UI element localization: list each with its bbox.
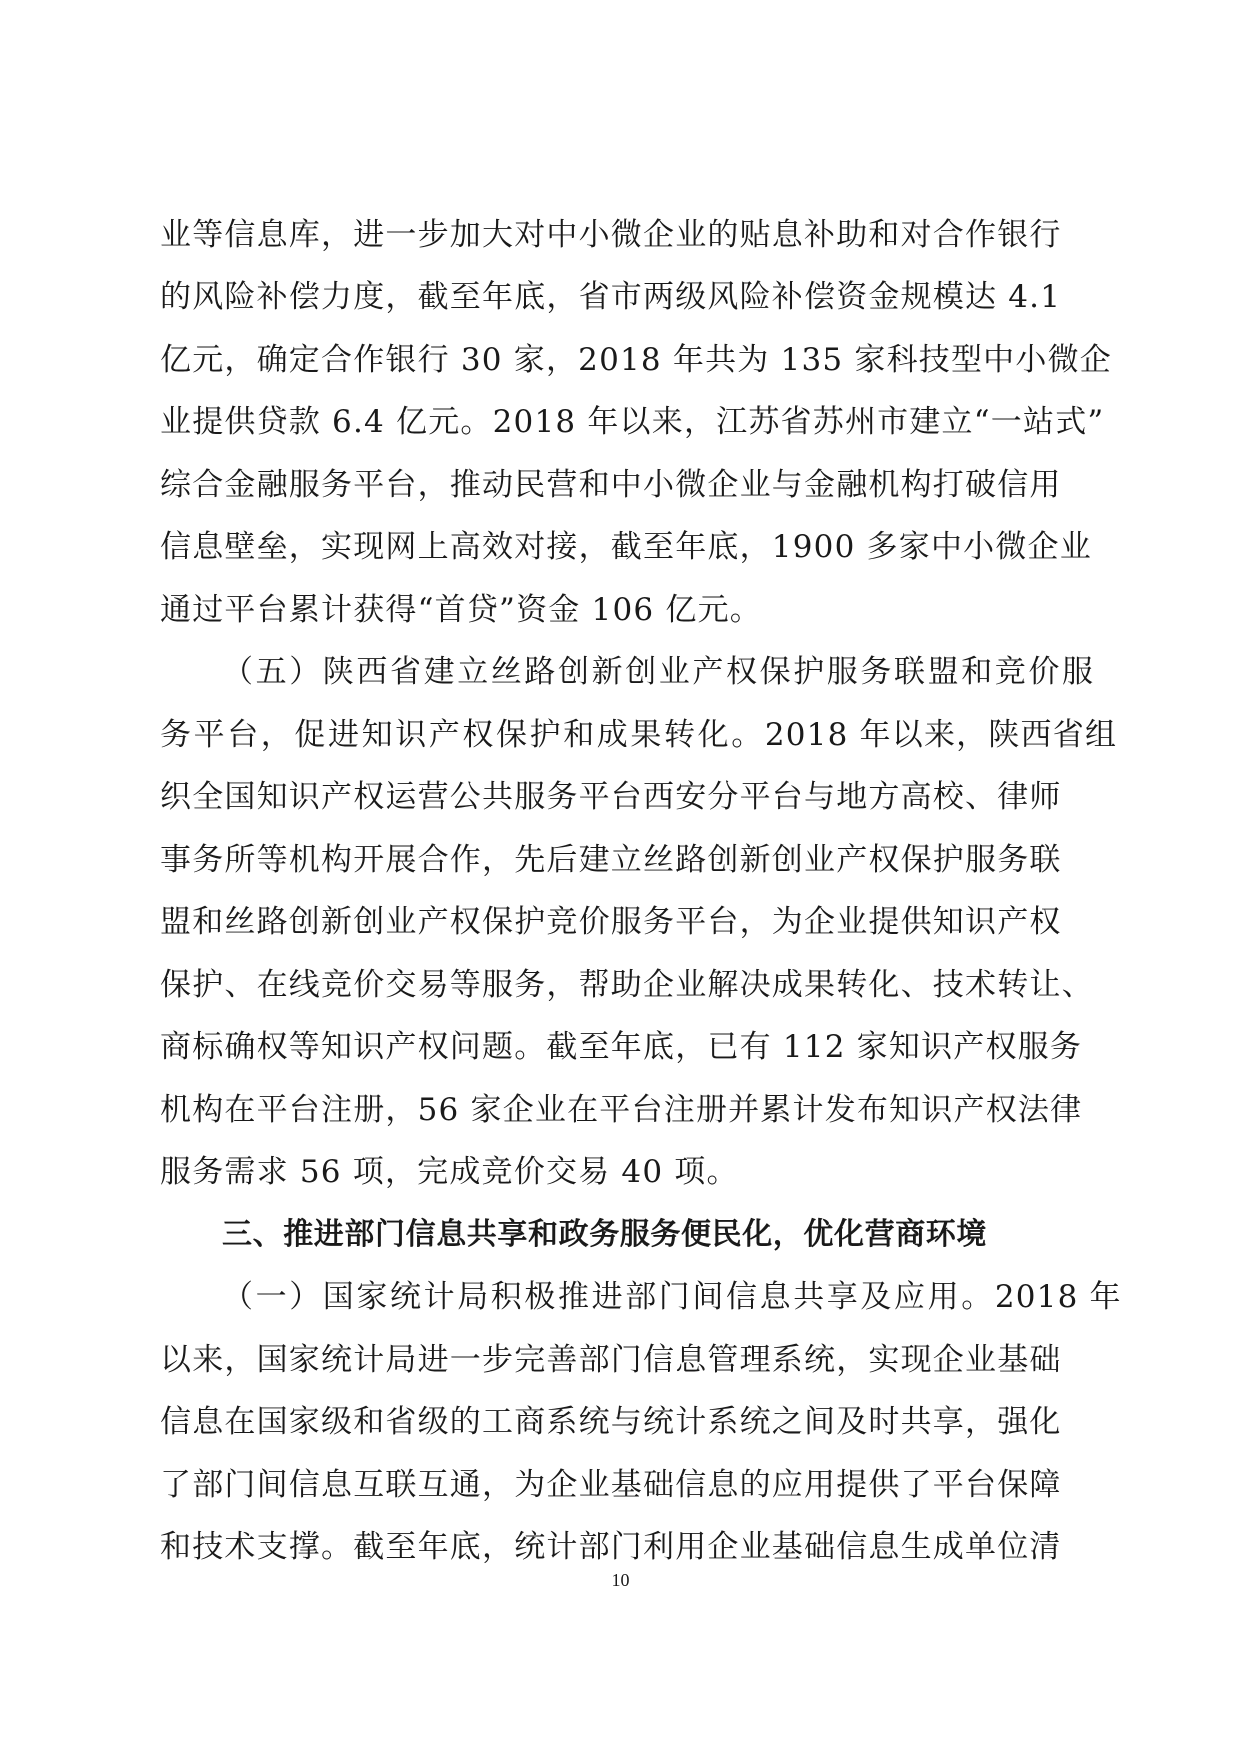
body-line: 通过平台累计获得“首贷”资金 106 亿元。: [160, 592, 762, 628]
subsection-5-body-start: 2018 年以来，陕西省组: [764, 717, 1118, 753]
subsection-1-title: （一）国家统计局积极推进部门间信息共享及应用。: [222, 1279, 995, 1315]
subsection-1-title-line: [222, 1267, 1122, 1327]
body-line: 商标确权等知识产权问题。截至年底，已有 112 家知识产权服务: [160, 1029, 1083, 1065]
body-line: 亿元，确定合作银行 30 家，2018 年共为 135 家科技型中小微企: [160, 342, 1112, 378]
body-line: 以来，国家统计局进一步完善部门信息管理系统，实现企业基础: [160, 1342, 1062, 1378]
body-line: 综合金融服务平台，推动民营和中小微企业与金融机构打破信用: [160, 467, 1062, 503]
body-line: 了部门间信息互联互通，为企业基础信息的应用提供了平台保障: [160, 1467, 1062, 1503]
page-number: 10: [611, 1570, 630, 1590]
body-line: 信息壁垒，实现网上高效对接，截至年底，1900 多家中小微企业: [160, 529, 1092, 565]
body-line: 业等信息库，进一步加大对中小微企业的贴息补助和对合作银行: [160, 217, 1062, 253]
body-line: 业提供贷款 6.4 亿元。2018 年以来，江苏省苏州市建立“一站式”: [160, 404, 1105, 440]
body-line: 盟和丝路创新创业产权保护竞价服务平台，为企业提供知识产权: [160, 904, 1062, 940]
subsection-5-title: （五）陕西省建立丝路创新创业产权保护服务联盟和竞价服: [222, 654, 1096, 690]
subsection-5-title-cont-line: [160, 705, 1118, 765]
body-line: 服务需求 56 项，完成竞价交易 40 项。: [160, 1154, 739, 1190]
body-line: 保护、在线竞价交易等服务，帮助企业解决成果转化、技术转让、: [160, 967, 1094, 1003]
body-line: 织全国知识产权运营公共服务平台西安分平台与地方高校、律师: [160, 779, 1062, 815]
body-line: 信息在国家级和省级的工商系统与统计系统之间及时共享，强化: [160, 1404, 1062, 1440]
body-line: 的风险补偿力度，截至年底，省市两级风险补偿资金规模达 4.1: [160, 279, 1062, 315]
body-line: 和技术支撑。截至年底，统计部门利用企业基础信息生成单位清: [160, 1529, 1062, 1565]
body-line: 事务所等机构开展合作，先后建立丝路创新创业产权保护服务联: [160, 842, 1062, 878]
body-line: 机构在平台注册，56 家企业在平台注册并累计发布知识产权法律: [160, 1092, 1083, 1128]
section-3-heading: 三、推进部门信息共享和政务服务便民化，优化营商环境: [222, 1217, 987, 1252]
subsection-1-body-start: 2018 年: [994, 1279, 1122, 1315]
subsection-5-title-cont: 务平台，促进知识产权保护和成果转化。: [160, 717, 765, 753]
